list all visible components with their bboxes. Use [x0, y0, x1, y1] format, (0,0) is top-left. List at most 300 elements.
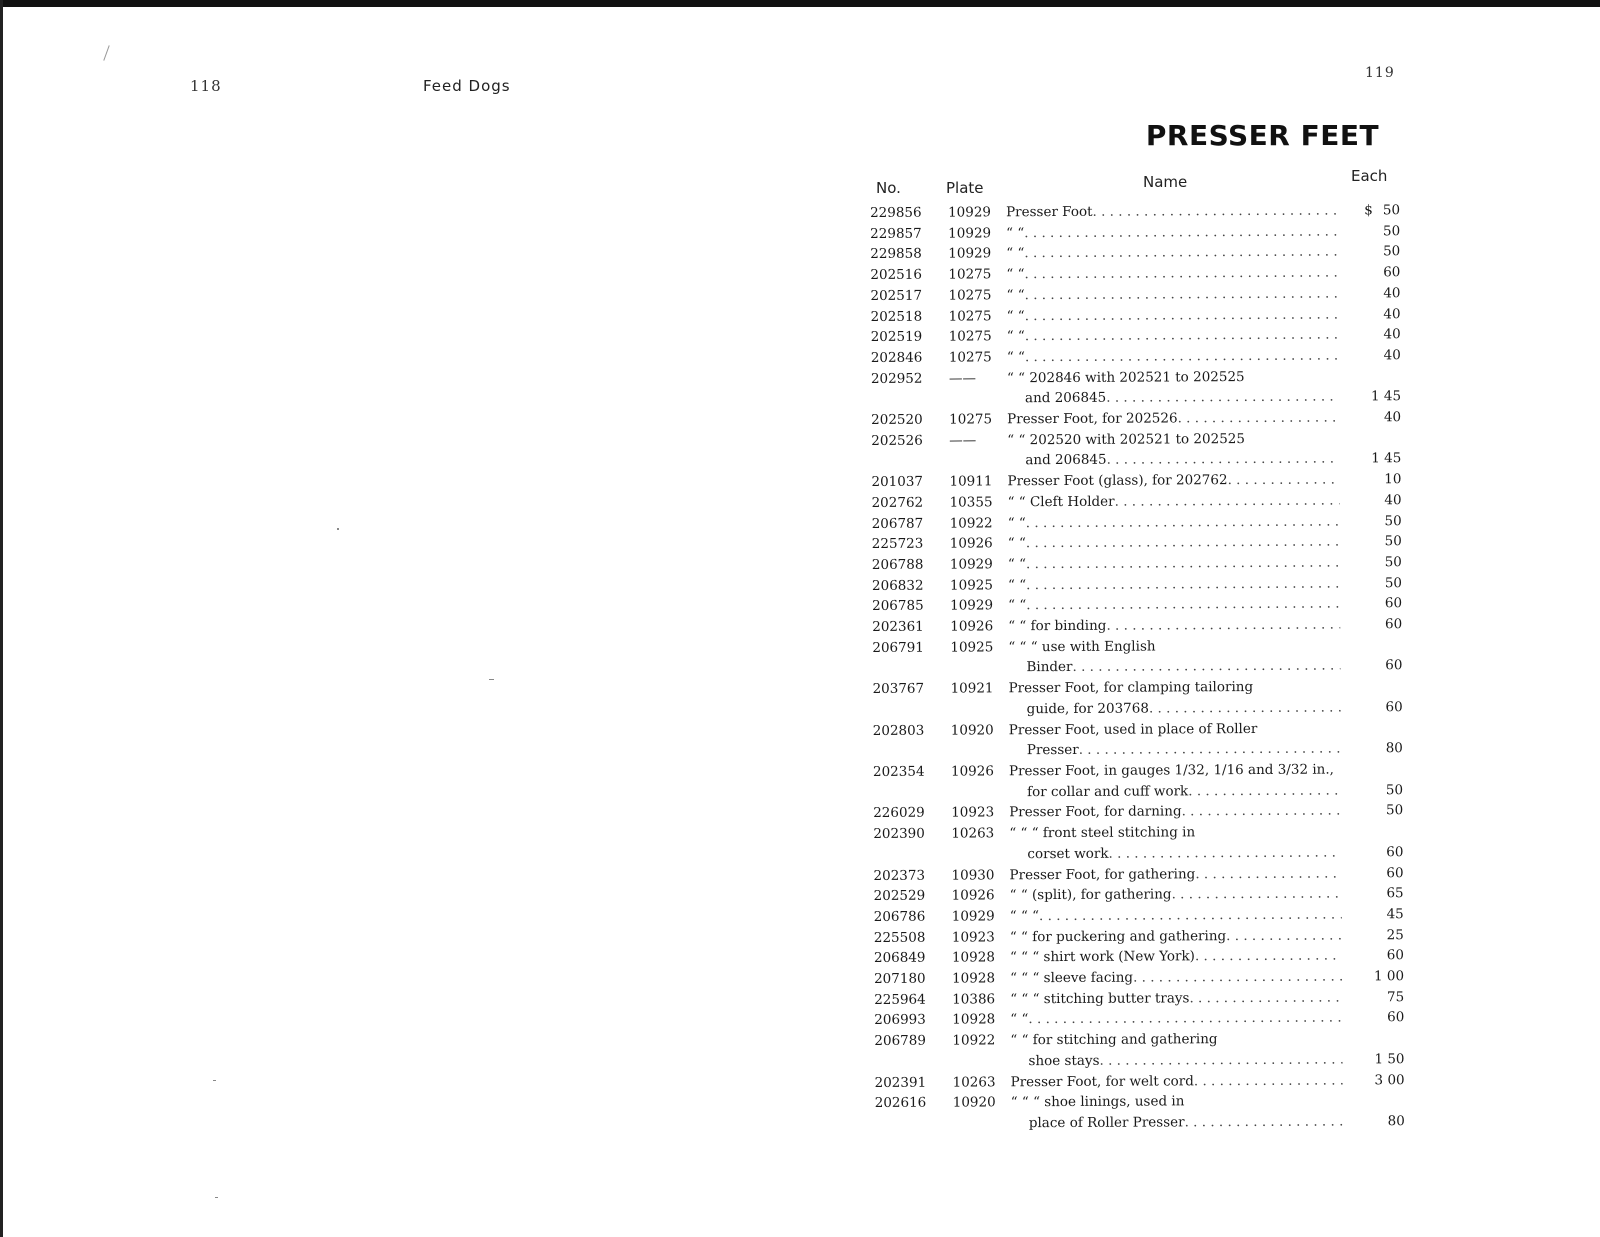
price-value: 50 — [1385, 781, 1404, 798]
unit-price — [1339, 366, 1401, 408]
plate-number: 10923 — [951, 928, 995, 946]
plate-number: 10386 — [952, 991, 996, 1008]
unit-price — [1340, 614, 1402, 635]
part-name-text: “ “ — [1006, 349, 1025, 366]
part-number: 202616 — [874, 1094, 927, 1112]
price-value: 50 — [1383, 243, 1401, 260]
plate-number: 10928 — [952, 970, 996, 987]
part-number: 202518 — [870, 308, 923, 325]
price-value: 40 — [1383, 285, 1401, 302]
part-name — [1009, 822, 1341, 865]
dot-leader — [1133, 967, 1342, 989]
price-value: 50 — [1385, 802, 1404, 819]
scan-top-edge — [0, 0, 1600, 7]
part-name-line — [1010, 884, 1342, 906]
unit-price — [1342, 987, 1404, 1008]
plate-number: 10928 — [951, 949, 995, 966]
table-row — [870, 221, 1400, 244]
presser-feet-table — [870, 200, 1405, 1134]
table-row — [872, 614, 1402, 637]
table-row — [874, 946, 1404, 969]
part-number: 229857 — [870, 225, 922, 242]
price-value: 40 — [1383, 409, 1402, 426]
part-number: 206786 — [873, 908, 926, 925]
dot-leader — [1025, 345, 1339, 367]
table-row — [871, 324, 1401, 347]
unit-price — [1339, 469, 1401, 490]
price-value: 60 — [1384, 616, 1403, 633]
table-row — [874, 987, 1404, 1010]
unit-price — [1343, 1090, 1405, 1132]
price-value: 75 — [1386, 988, 1405, 1006]
part-name-line — [1010, 946, 1342, 968]
unit-price — [1340, 676, 1402, 718]
price-value: 1 00 — [1373, 968, 1405, 985]
part-name-text: for collar and cuff work — [1027, 783, 1189, 800]
plate-number: 10929 — [948, 245, 992, 262]
dot-leader — [1072, 656, 1340, 678]
unit-price — [1338, 200, 1400, 221]
unit-price — [1340, 552, 1402, 573]
part-name — [1010, 987, 1342, 1009]
part-name-text: “ “ (split), for gathering — [1009, 886, 1172, 904]
table-row — [874, 1008, 1404, 1031]
part-number: 206993 — [874, 1012, 926, 1029]
plate-number: 10929 — [949, 556, 993, 573]
part-name-line — [1010, 967, 1342, 989]
plate-number: 10930 — [951, 866, 995, 884]
part-number: 229856 — [870, 204, 922, 221]
price-value: 60 — [1385, 699, 1403, 716]
unit-price — [1338, 262, 1400, 283]
price-value: 65 — [1386, 885, 1404, 902]
dot-leader — [1099, 1049, 1342, 1071]
part-number: 225723 — [871, 535, 924, 553]
dot-leader — [1106, 615, 1340, 637]
price-value: 60 — [1387, 1009, 1405, 1026]
dot-leader — [1194, 1070, 1343, 1091]
unit-price — [1340, 490, 1402, 511]
table-row — [873, 801, 1403, 824]
unit-price — [1342, 946, 1404, 967]
part-name-line — [1009, 842, 1341, 864]
table-row — [874, 904, 1404, 927]
unit-price — [1338, 221, 1400, 242]
plate-number: 10926 — [950, 763, 994, 780]
plate-number: 10275 — [948, 287, 992, 304]
price-value: 60 — [1385, 657, 1403, 674]
unit-price — [1338, 283, 1400, 304]
part-name-line — [1007, 345, 1339, 367]
part-number: 207180 — [874, 970, 926, 988]
part-name — [1008, 511, 1340, 533]
price-value: 50 — [1384, 554, 1402, 571]
part-name-line — [1008, 552, 1340, 574]
left-page-number: 118 — [190, 77, 222, 95]
part-name-line — [1011, 1070, 1343, 1092]
dot-leader — [1189, 987, 1342, 1009]
table-row — [871, 345, 1401, 368]
right-page-number: 119 — [1365, 65, 1395, 81]
part-name — [1008, 635, 1340, 678]
plate-number: 10355 — [949, 494, 993, 511]
part-number: 202354 — [872, 763, 925, 780]
part-name-text: Presser — [1026, 742, 1079, 759]
dot-leader — [1188, 780, 1341, 802]
table-row — [873, 821, 1403, 865]
part-number: 206789 — [874, 1032, 926, 1050]
unit-price — [1338, 242, 1400, 263]
unit-price — [1341, 821, 1403, 863]
plate-number: 10263 — [951, 825, 995, 842]
part-number: 202390 — [873, 825, 925, 843]
dot-leader — [1107, 449, 1340, 471]
part-name-line — [1011, 1111, 1343, 1133]
price-value: 25 — [1386, 926, 1404, 943]
part-number: 206787 — [871, 515, 924, 532]
dot-leader — [1079, 739, 1341, 761]
part-name-line — [1007, 408, 1339, 430]
part-name — [1010, 1008, 1342, 1030]
unit-price — [1342, 925, 1404, 946]
dot-leader — [1026, 511, 1340, 533]
part-name-line — [1006, 201, 1338, 223]
table-row — [871, 407, 1401, 430]
table-row — [873, 759, 1403, 803]
price-value: 60 — [1383, 264, 1401, 281]
price-value: 1 45 — [1370, 388, 1402, 405]
part-name-line — [1008, 511, 1340, 533]
plate-number: 10929 — [948, 225, 992, 242]
plate-number: 10920 — [952, 1094, 996, 1111]
part-name — [1010, 884, 1342, 906]
part-name-line — [1007, 470, 1339, 492]
table-row — [874, 925, 1404, 948]
part-name-text: “ “ Cleft Holder — [1007, 493, 1115, 511]
part-name — [1007, 428, 1339, 471]
plate-number: 10928 — [952, 1011, 996, 1029]
price-value: 50 — [1384, 574, 1403, 591]
part-name-line — [1007, 366, 1339, 388]
table-row — [873, 718, 1403, 762]
unit-price — [1340, 511, 1402, 532]
unit-price — [1343, 1070, 1405, 1091]
unit-price — [1340, 594, 1402, 615]
table-row — [872, 594, 1402, 617]
table-row — [870, 200, 1400, 223]
dot-leader — [1106, 387, 1339, 409]
table-row — [871, 428, 1401, 472]
part-name — [1006, 242, 1338, 264]
table-row — [871, 469, 1401, 492]
part-number: 202373 — [873, 867, 926, 884]
part-name — [1008, 532, 1340, 554]
dot-leader — [1025, 283, 1339, 305]
part-name-line — [1006, 283, 1338, 305]
part-name — [1007, 366, 1339, 409]
table-row — [872, 552, 1402, 575]
unit-price — [1342, 966, 1404, 987]
part-name-line — [1008, 573, 1340, 595]
part-name — [1008, 490, 1340, 512]
dot-leader — [1026, 552, 1340, 574]
part-number: 202803 — [872, 722, 925, 739]
plate-number: 10925 — [950, 639, 994, 656]
unit-price — [1339, 428, 1401, 470]
part-name-line — [1009, 739, 1341, 761]
plate-number: 10920 — [950, 721, 994, 739]
part-name — [1006, 221, 1338, 243]
part-name-line — [1009, 780, 1341, 802]
part-number: 202361 — [872, 618, 924, 636]
part-name — [1010, 925, 1342, 947]
part-name-text: “ “ — [1007, 576, 1027, 593]
part-name-line — [1009, 863, 1341, 885]
price-value: 3 00 — [1374, 1071, 1405, 1088]
part-name-line — [1009, 801, 1341, 823]
price-value: 10 — [1384, 471, 1402, 488]
part-name-text: “ “ “ stitching butter trays — [1010, 990, 1190, 1007]
part-number: 206791 — [872, 639, 924, 656]
part-name-text: “ “ “ use with English — [1008, 638, 1156, 656]
part-name-text: Presser Foot, used in place of Roller — [1008, 720, 1258, 738]
part-name — [1008, 594, 1340, 616]
unit-price — [1341, 801, 1403, 822]
dot-leader — [1025, 325, 1339, 347]
right-page — [800, 7, 1600, 1237]
part-number: 202516 — [870, 266, 922, 284]
part-name — [1008, 677, 1340, 720]
plate-number: 10929 — [950, 597, 994, 614]
part-name — [1011, 1091, 1343, 1134]
price-value: 1 45 — [1371, 450, 1402, 467]
part-name-text: Presser Foot — [1006, 203, 1093, 221]
part-number: 202526 — [871, 432, 923, 449]
table-row — [875, 1070, 1405, 1093]
dot-leader — [1028, 1008, 1342, 1030]
left-page — [0, 7, 800, 1237]
part-name-line — [1008, 490, 1340, 512]
part-number: 206832 — [871, 577, 924, 594]
part-name — [1007, 408, 1339, 430]
plate-number: 10929 — [951, 908, 995, 925]
column-header-name: Name — [1143, 173, 1188, 191]
price-value: 60 — [1386, 843, 1404, 861]
dot-leader — [1024, 242, 1338, 264]
part-name-text: “ “ for binding — [1008, 617, 1107, 635]
part-name-line — [1007, 325, 1339, 347]
part-name-text: Presser Foot, for 202526 — [1007, 410, 1178, 428]
plate-number: 10926 — [951, 887, 995, 904]
plate-number: 10911 — [949, 473, 993, 490]
column-header-each: Each — [1351, 167, 1388, 185]
part-name-line — [1007, 428, 1339, 450]
part-name-line — [1006, 221, 1338, 243]
price-value: 80 — [1387, 1113, 1405, 1130]
dot-leader — [1024, 221, 1338, 243]
part-name — [1007, 345, 1339, 367]
dot-leader — [1182, 801, 1342, 823]
part-name-text: Presser Foot, in gauges 1/32, 1/16 and 3/32 in., — [1008, 761, 1334, 780]
plate-number: 10922 — [952, 1032, 996, 1049]
part-name-line — [1009, 760, 1341, 782]
part-number: 206788 — [871, 556, 924, 573]
part-name — [1010, 946, 1342, 968]
part-name — [1009, 718, 1341, 761]
part-name — [1006, 283, 1338, 305]
price-value: 50 — [1382, 222, 1401, 240]
part-name-line — [1006, 263, 1338, 285]
part-number: 202519 — [870, 328, 923, 346]
part-name-text: “ “ “ sleeve facing — [1010, 969, 1134, 987]
part-number: 202762 — [871, 494, 924, 511]
price-value: 50 — [1384, 512, 1402, 529]
scan-speck — [337, 528, 339, 530]
plate-number: 10275 — [948, 307, 992, 325]
unit-price — [1342, 1028, 1404, 1070]
unit-price — [1339, 324, 1401, 345]
dot-leader — [1026, 532, 1340, 554]
part-name-line — [1010, 904, 1342, 926]
table-row — [872, 676, 1402, 720]
unit-price — [1341, 718, 1403, 760]
unit-price — [1342, 904, 1404, 925]
dot-leader — [1026, 573, 1340, 595]
part-number: 203767 — [872, 680, 925, 698]
part-number: 226029 — [873, 805, 925, 822]
dot-leader — [1228, 470, 1340, 491]
table-row — [872, 573, 1402, 596]
part-name-line — [1009, 697, 1341, 719]
table-row — [872, 531, 1402, 554]
part-name-line — [1007, 449, 1339, 471]
part-name — [1009, 760, 1341, 803]
unit-price — [1339, 345, 1401, 366]
part-name-text: and 206845 — [1025, 452, 1107, 469]
dot-leader — [1115, 490, 1340, 512]
plate-number: 10275 — [948, 328, 992, 345]
price-value: 1 50 — [1374, 1051, 1405, 1068]
plate-number: 10926 — [950, 618, 994, 635]
plate-number: —— — [949, 432, 977, 449]
part-name-line — [1010, 1029, 1342, 1051]
table-row — [874, 1028, 1404, 1072]
part-name-line — [1009, 822, 1341, 844]
part-name-text: “ “ — [1008, 597, 1027, 614]
unit-price — [1339, 407, 1401, 428]
table-row — [875, 1090, 1405, 1134]
part-name — [1009, 801, 1341, 823]
part-name — [1008, 615, 1340, 637]
table-row — [873, 863, 1403, 886]
unit-price — [1341, 863, 1403, 884]
table-row — [872, 490, 1402, 513]
part-number: 202529 — [873, 887, 926, 905]
part-name-line — [1010, 1049, 1342, 1071]
part-name-text: “ “ — [1006, 245, 1025, 262]
part-name — [1010, 904, 1342, 926]
dot-leader — [1195, 946, 1342, 967]
price-value: 50 — [1382, 202, 1401, 219]
part-name-text: Presser Foot (glass), for 202762 — [1007, 472, 1228, 490]
part-name — [1007, 304, 1339, 326]
column-header-no: No. — [876, 179, 901, 197]
part-number: 206849 — [873, 950, 926, 967]
part-name-line — [1010, 925, 1342, 947]
part-name-text: shoe stays — [1028, 1052, 1100, 1070]
part-name-text: guide, for 203768 — [1026, 700, 1149, 718]
unit-price — [1342, 883, 1404, 904]
part-name-text: “ “ — [1006, 328, 1025, 345]
part-name — [1006, 201, 1338, 223]
part-name-text: “ “ — [1007, 556, 1027, 573]
part-name-text: Presser Foot, for darning — [1009, 803, 1182, 821]
price-value: 50 — [1384, 533, 1402, 550]
part-name-line — [1008, 532, 1340, 554]
plate-number: 10275 — [948, 349, 992, 366]
part-name-text: “ “ — [1007, 514, 1026, 531]
dot-leader — [1195, 863, 1341, 884]
price-value: 40 — [1383, 305, 1401, 322]
part-name-text: “ “ for puckering and gathering — [1009, 927, 1227, 945]
part-number: 225508 — [873, 929, 926, 946]
plate-number: —— — [948, 370, 976, 387]
table-row — [874, 883, 1404, 906]
unit-price — [1340, 635, 1402, 677]
plate-number: 10921 — [950, 680, 994, 697]
part-number: 202952 — [870, 370, 923, 387]
part-name-text: place of Roller Presser — [1028, 1114, 1185, 1132]
dot-leader — [1026, 594, 1340, 616]
part-name — [1009, 863, 1341, 885]
part-name-text: “ “ for stitching and gathering — [1010, 1031, 1218, 1049]
part-name-text: “ “ — [1010, 1011, 1029, 1028]
dot-leader — [1185, 1111, 1343, 1133]
table-row — [872, 511, 1402, 534]
unit-price — [1340, 531, 1402, 552]
plate-number: 10929 — [948, 204, 992, 221]
part-name-line — [1008, 635, 1340, 657]
table-row — [874, 966, 1404, 989]
part-number: 202391 — [874, 1074, 927, 1091]
price-value: 60 — [1384, 595, 1403, 612]
plate-number: 10923 — [951, 804, 995, 821]
page-title: PRESSER FEET — [1145, 119, 1380, 152]
unit-price — [1340, 573, 1402, 594]
part-name-text: “ “ — [1006, 224, 1025, 241]
part-name-text: “ “ 202520 with 202521 to 202525 — [1007, 430, 1245, 449]
part-name-line — [1008, 656, 1340, 678]
dot-leader — [1149, 697, 1341, 719]
plate-number: 10922 — [949, 514, 993, 532]
price-value: 60 — [1386, 864, 1404, 881]
currency-symbol: $ — [1364, 202, 1373, 219]
table-row — [870, 242, 1400, 265]
part-name-line — [1008, 594, 1340, 616]
part-name-line — [1010, 987, 1342, 1009]
part-number: 202846 — [870, 349, 923, 366]
dot-leader — [1039, 904, 1342, 926]
part-name — [1008, 573, 1340, 595]
part-name-text: “ “ — [1006, 307, 1025, 324]
part-number: 225964 — [874, 991, 926, 1008]
part-name-text: “ “ “ — [1009, 908, 1040, 925]
part-name-text: “ “ — [1006, 287, 1025, 304]
part-name-line — [1008, 677, 1340, 699]
plate-number: 10275 — [948, 266, 992, 283]
part-name-line — [1011, 1091, 1343, 1113]
part-name-line — [1008, 615, 1340, 637]
